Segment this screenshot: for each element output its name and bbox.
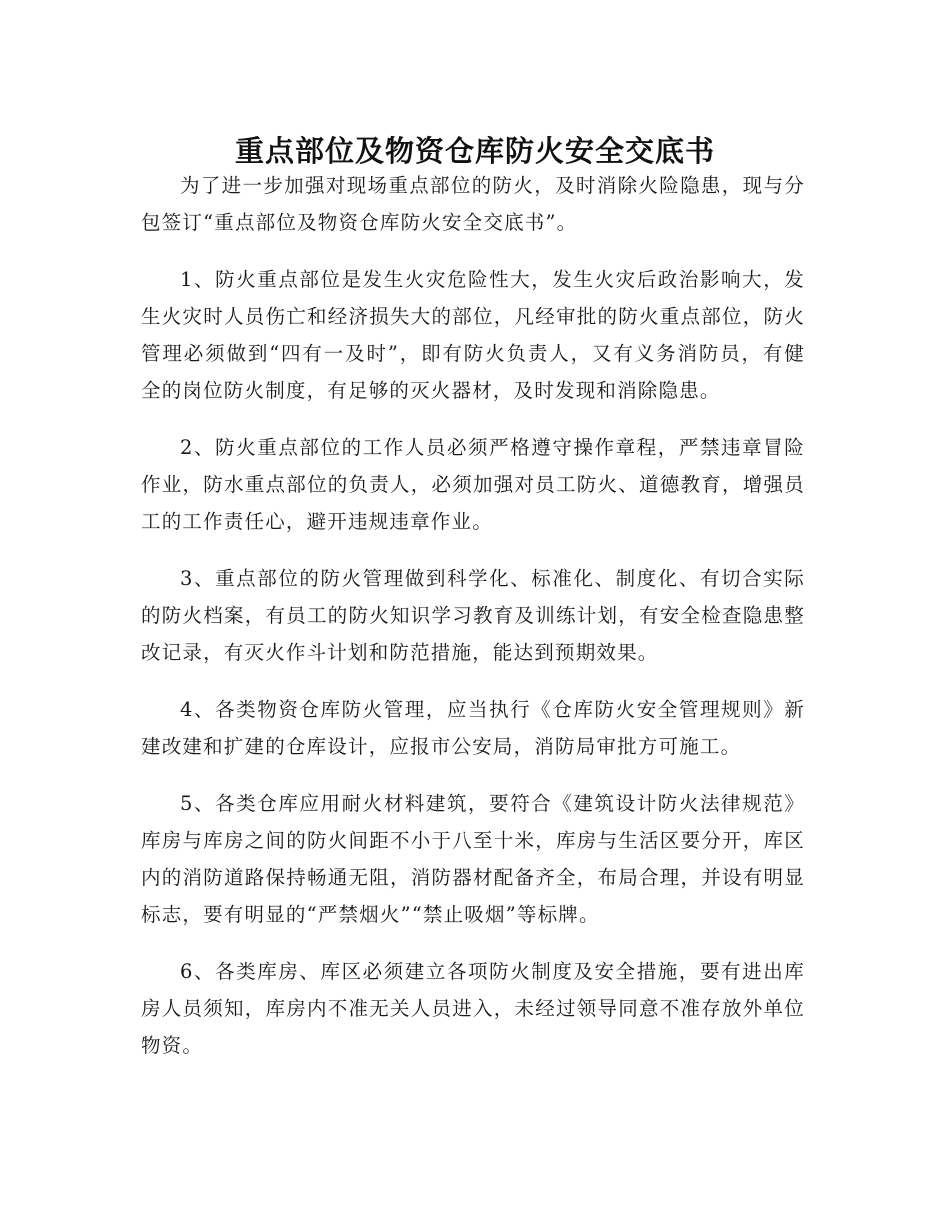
document-body bbox=[141, 167, 805, 1084]
clause-5-paragraph: 5、各类仓库应用耐火材料建筑，要符合《建筑设计防火法律规范》库房与库房之间的防火间距不小于八至十米，库房与生活区要分开，库区内的消防道路保持畅通无阻，消防器材配备齐全，布局合理，并设有明显标志，要有明显的“严禁烟火”“禁止吸烟”等标牌。 bbox=[141, 792, 805, 926]
clause-2-paragraph: 2、防火重点部位的工作人员必须严格遵守操作章程，严禁违章冒险作业，防水重点部位的负责人，必须加强对员工防火、道德教育，增强员工的工作责任心，避开违规违章作业。 bbox=[141, 436, 805, 533]
clause-4-paragraph: 4、各类物资仓库防火管理，应当执行《仓库防火安全管理规则》新建改建和扩建的仓库设计，应报市公安局，消防局审批方可施工。 bbox=[141, 698, 805, 758]
clause-1-paragraph: 1、防火重点部位是发生火灾危险性大，发生火灾后政治影响大，发生火灾时人员伤亡和经济损失大的部位，凡经审批的防火重点部位，防火管理必须做到“四有一及时”，即有防火负责人，又有义务消防员，有健全的岗位防火制度，有足够的灭火器材，及时发现和消除隐患。 bbox=[141, 268, 805, 402]
intro-paragraph: 为了进一步加强对现场重点部位的防火，及时消除火险隐患，现与分包签订“重点部位及物资仓库防火安全交底书”。 bbox=[141, 174, 805, 234]
clause-6-paragraph: 6、各类库房、库区必须建立各项防火制度及安全措施，要有进出库房人员须知，库房内不准无关人员进入，未经过领导同意不准存放外单位物资。 bbox=[141, 960, 805, 1057]
clause-3-paragraph: 3、重点部位的防火管理做到科学化、标准化、制度化、有切合实际的防火档案，有员工的防火知识学习教育及训练计划，有安全检查隐患整改记录，有灭火作斗计划和防范措施，能达到预期效果。 bbox=[141, 567, 805, 664]
document-title: 重点部位及物资仓库防火安全交底书 bbox=[234, 134, 715, 169]
